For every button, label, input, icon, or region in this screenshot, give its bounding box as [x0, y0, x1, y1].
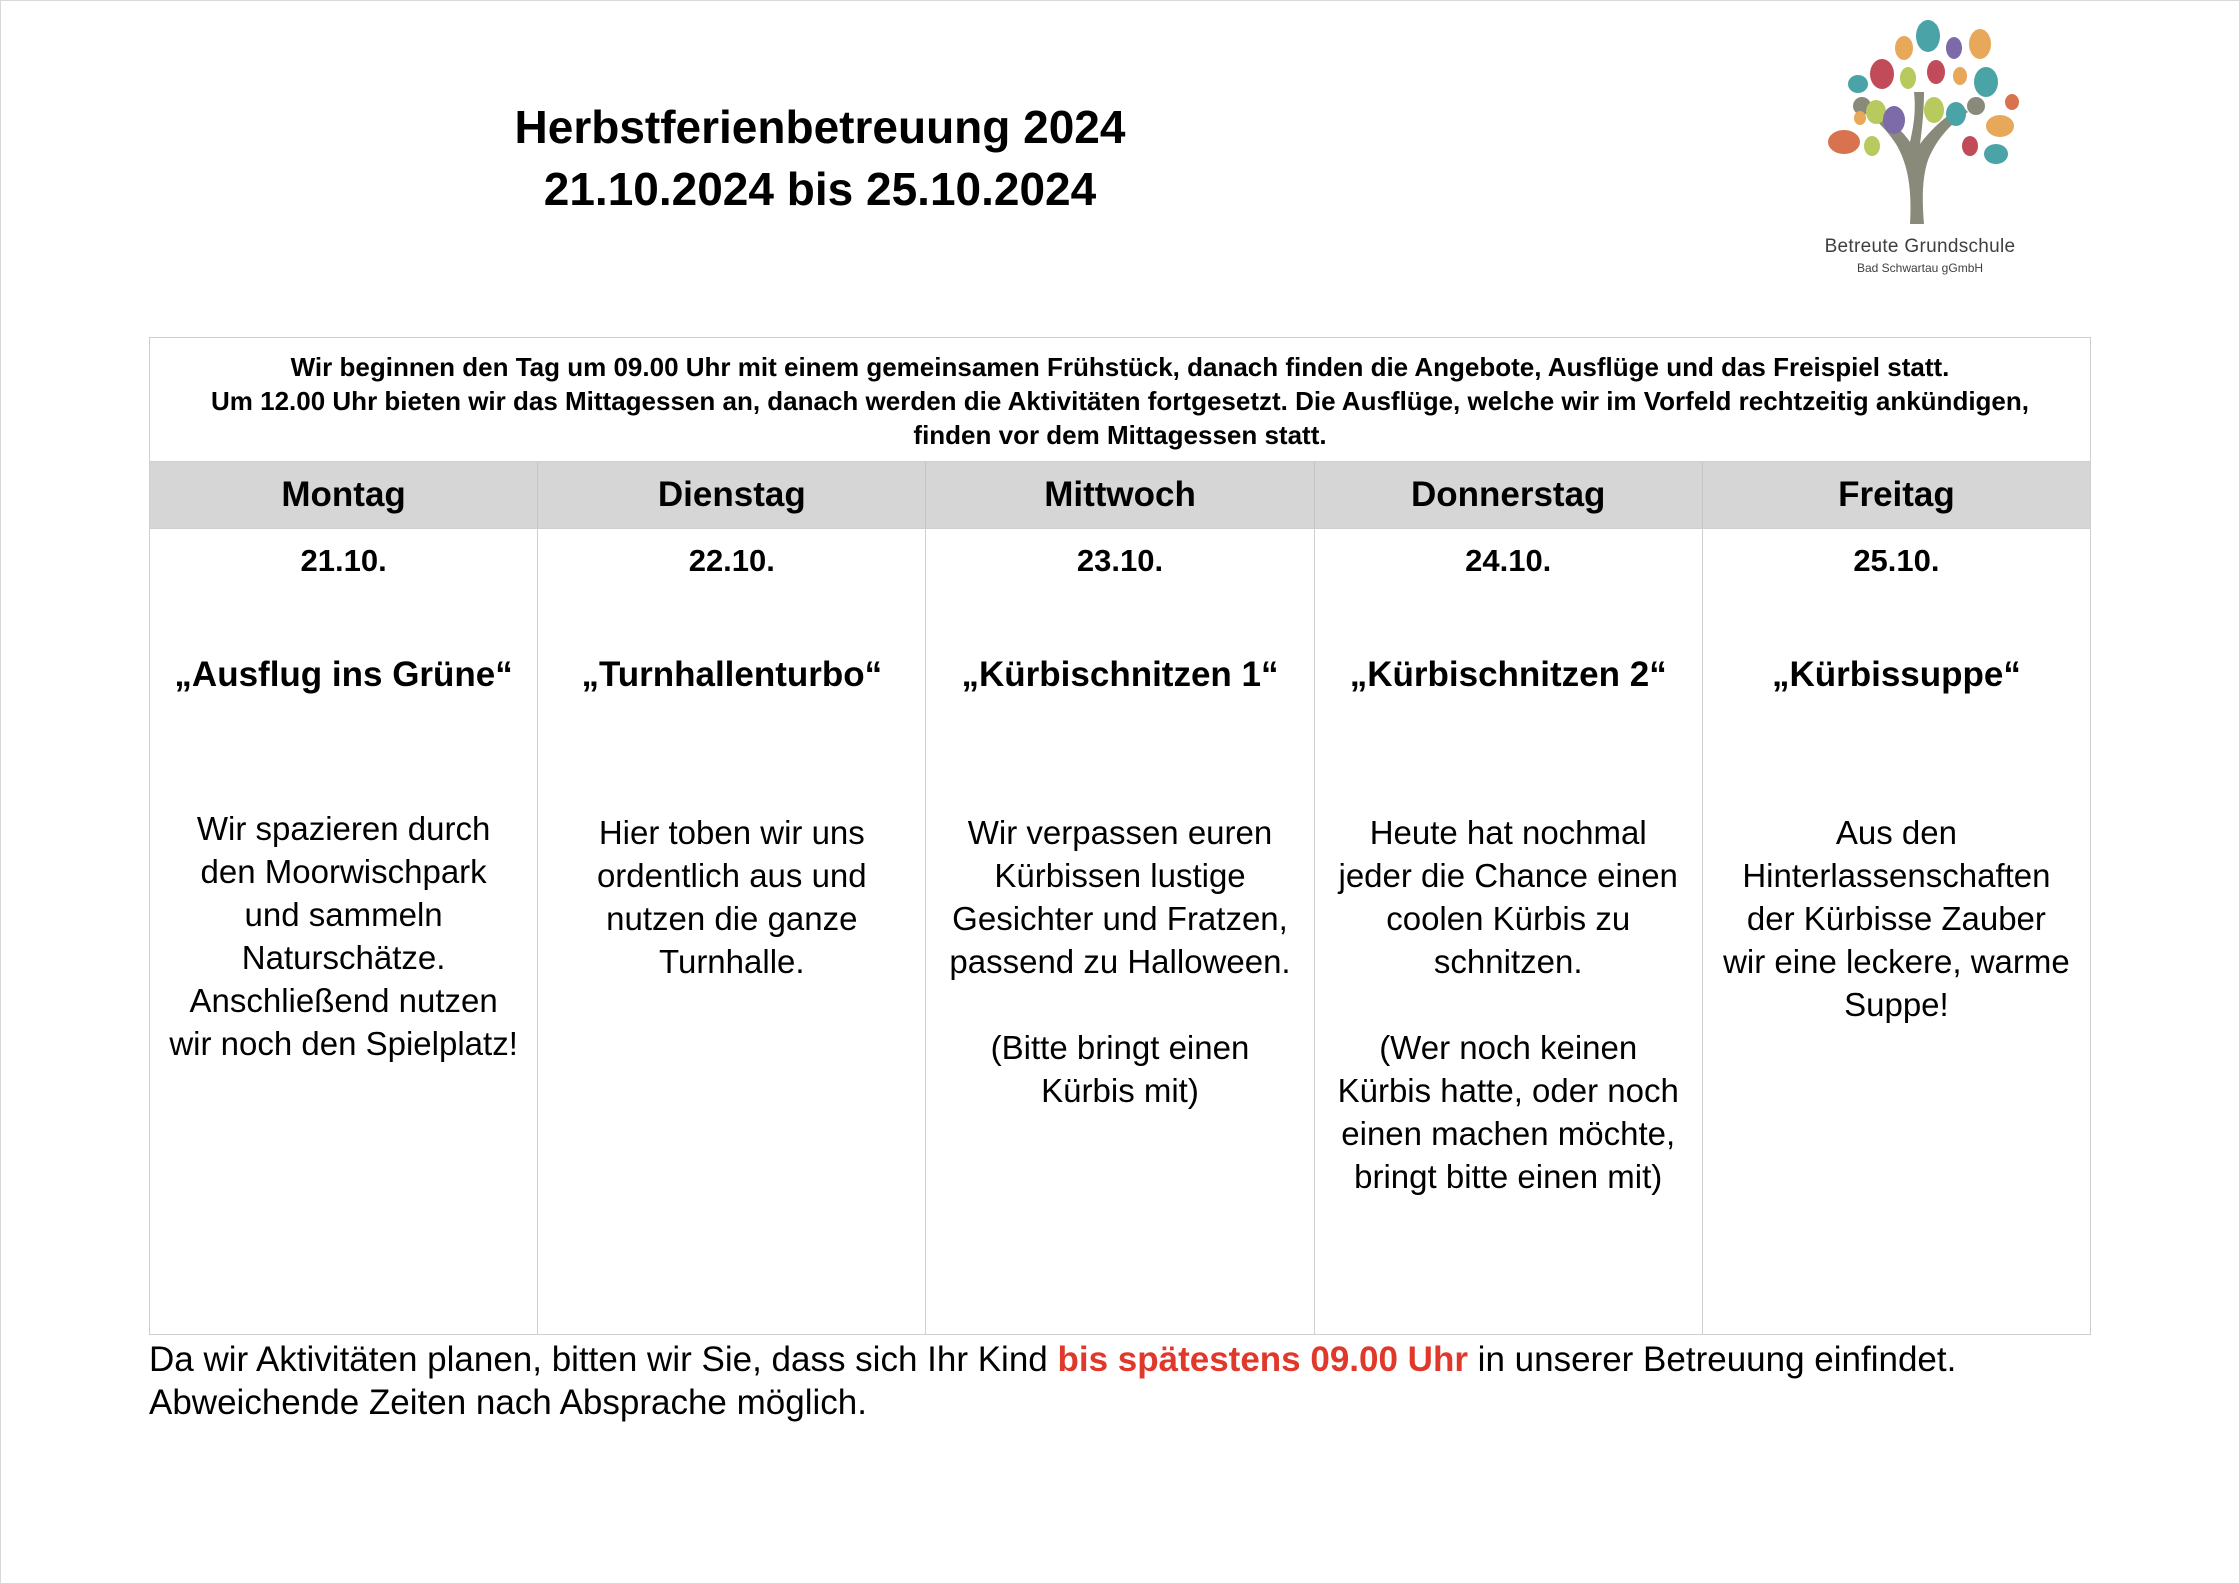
logo-leaf — [2005, 94, 2019, 110]
day-date: 25.10. — [1853, 543, 1940, 578]
activity-description: Heute hat nochmal jeder die Chance einen coolen Kürbis zu schnitzen. (Wer noch keinen Kürbis hatte, oder noch einen machen möchte, bringt bitte einen mit) — [1337, 814, 1679, 1195]
schedule-table — [149, 337, 2091, 1335]
logo-leaf — [1946, 102, 1966, 126]
logo-leaf — [1854, 111, 1866, 125]
logo-leaf — [1900, 67, 1916, 89]
activity-description: Aus den Hinterlassenschaften der Kürbisse Zauber wir eine leckere, warme Suppe! — [1723, 814, 2070, 1023]
day-header-tuesday: Dienstag — [538, 462, 926, 528]
activity-title: „Kürbissuppe“ — [1771, 655, 2021, 694]
day-date: 22.10. — [688, 543, 775, 578]
tree-logo-icon — [1800, 14, 2040, 234]
day-column-wednesday — [926, 529, 1314, 1335]
day-body-row — [150, 529, 2090, 1335]
logo-leaf — [1828, 130, 1860, 154]
activity-title: „Kürbischnitzen 1“ — [961, 655, 1279, 694]
day-header-monday: Montag — [150, 462, 538, 528]
logo-leaf — [1916, 20, 1940, 52]
activity-title: „Ausflug ins Grüne“ — [174, 655, 513, 694]
logo-leaf — [1962, 136, 1978, 156]
activity-title: „Turnhallenturbo“ — [581, 655, 883, 694]
logo — [1800, 14, 2040, 284]
logo-leaf — [1866, 100, 1886, 124]
logo-leaf — [1946, 37, 1962, 59]
activity-title: „Kürbischnitzen 2“ — [1349, 655, 1667, 694]
date-range: 21.10.2024 bis 25.10.2024 — [543, 163, 1097, 215]
day-header-friday: Freitag — [1838, 475, 1955, 514]
activity-description: Wir verpassen euren Kürbissen lustige Gesichter und Fratzen, passend zu Halloween. (Bitte bringt einen Kürbis mit) — [949, 814, 1291, 1109]
footer-note — [149, 1338, 2209, 1424]
logo-leaf — [1883, 106, 1905, 134]
intro-line-1: Wir beginnen den Tag um 09.00 Uhr mit einem gemeinsamen Frühstück, danach finden die Angebote, Ausflüge und das Freispiel statt. — [290, 352, 1950, 382]
page-title: Herbstferienbetreuung 2024 — [514, 101, 1126, 153]
day-date: 23.10. — [1076, 543, 1164, 578]
logo-leaf — [1864, 136, 1880, 156]
day-date: 24.10. — [1465, 543, 1552, 578]
activity-description: Hier toben wir uns ordentlich aus und nutzen die ganze Turnhalle. — [596, 814, 867, 980]
day-header-row — [150, 462, 2090, 529]
logo-leaf — [1953, 67, 1967, 85]
title-block — [0, 96, 1640, 220]
footer-text-after: in unserer Betreuung einfindet. — [1467, 1340, 1957, 1379]
logo-leaf — [1969, 29, 1991, 59]
logo-subtitle: Bad Schwartau gGmbH — [1856, 261, 1984, 275]
footer-highlight: bis spätestens 09.00 Uhr — [1057, 1340, 1468, 1379]
day-column-monday — [150, 529, 538, 1335]
logo-leaf — [1927, 60, 1945, 84]
logo-name: Betreute Grundschule — [1824, 236, 2016, 257]
day-date: 21.10. — [300, 543, 387, 578]
intro-line-2: Um 12.00 Uhr bieten wir das Mittagessen an, danach werden die Aktivitäten fortgesetzt. Die Ausflüge, welche wir im Vorfeld rechtzeitig ankündigen, finden vor dem Mittagessen statt. — [211, 386, 2029, 450]
logo-leaf — [1848, 75, 1868, 93]
day-column-tuesday — [538, 529, 926, 1335]
logo-figure-head-right — [1967, 97, 1985, 115]
intro-text — [150, 338, 2090, 462]
footer-line-2: Abweichende Zeiten nach Absprache möglich. — [149, 1383, 867, 1422]
logo-leaf — [1895, 36, 1913, 60]
logo-leaf — [1974, 67, 1998, 97]
logo-leaf — [1984, 144, 2008, 164]
day-column-thursday — [1315, 529, 1703, 1335]
day-column-friday — [1703, 529, 2090, 1335]
logo-leaf — [1924, 97, 1944, 123]
day-header-wednesday: Mittwoch — [926, 462, 1314, 528]
logo-leaf — [1986, 115, 2014, 137]
logo-leaf — [1870, 59, 1894, 89]
day-header-thursday: Donnerstag — [1315, 462, 1703, 528]
activity-description: Wir spazieren durch den Moorwischpark und sammeln Naturschätze. Anschließend nutzen wir noch den Spielplatz! — [169, 810, 518, 1062]
footer-line-1 — [149, 1338, 2209, 1381]
footer-text-before: Da wir Aktivitäten planen, bitten wir Sie, dass sich Ihr Kind — [149, 1340, 1058, 1379]
